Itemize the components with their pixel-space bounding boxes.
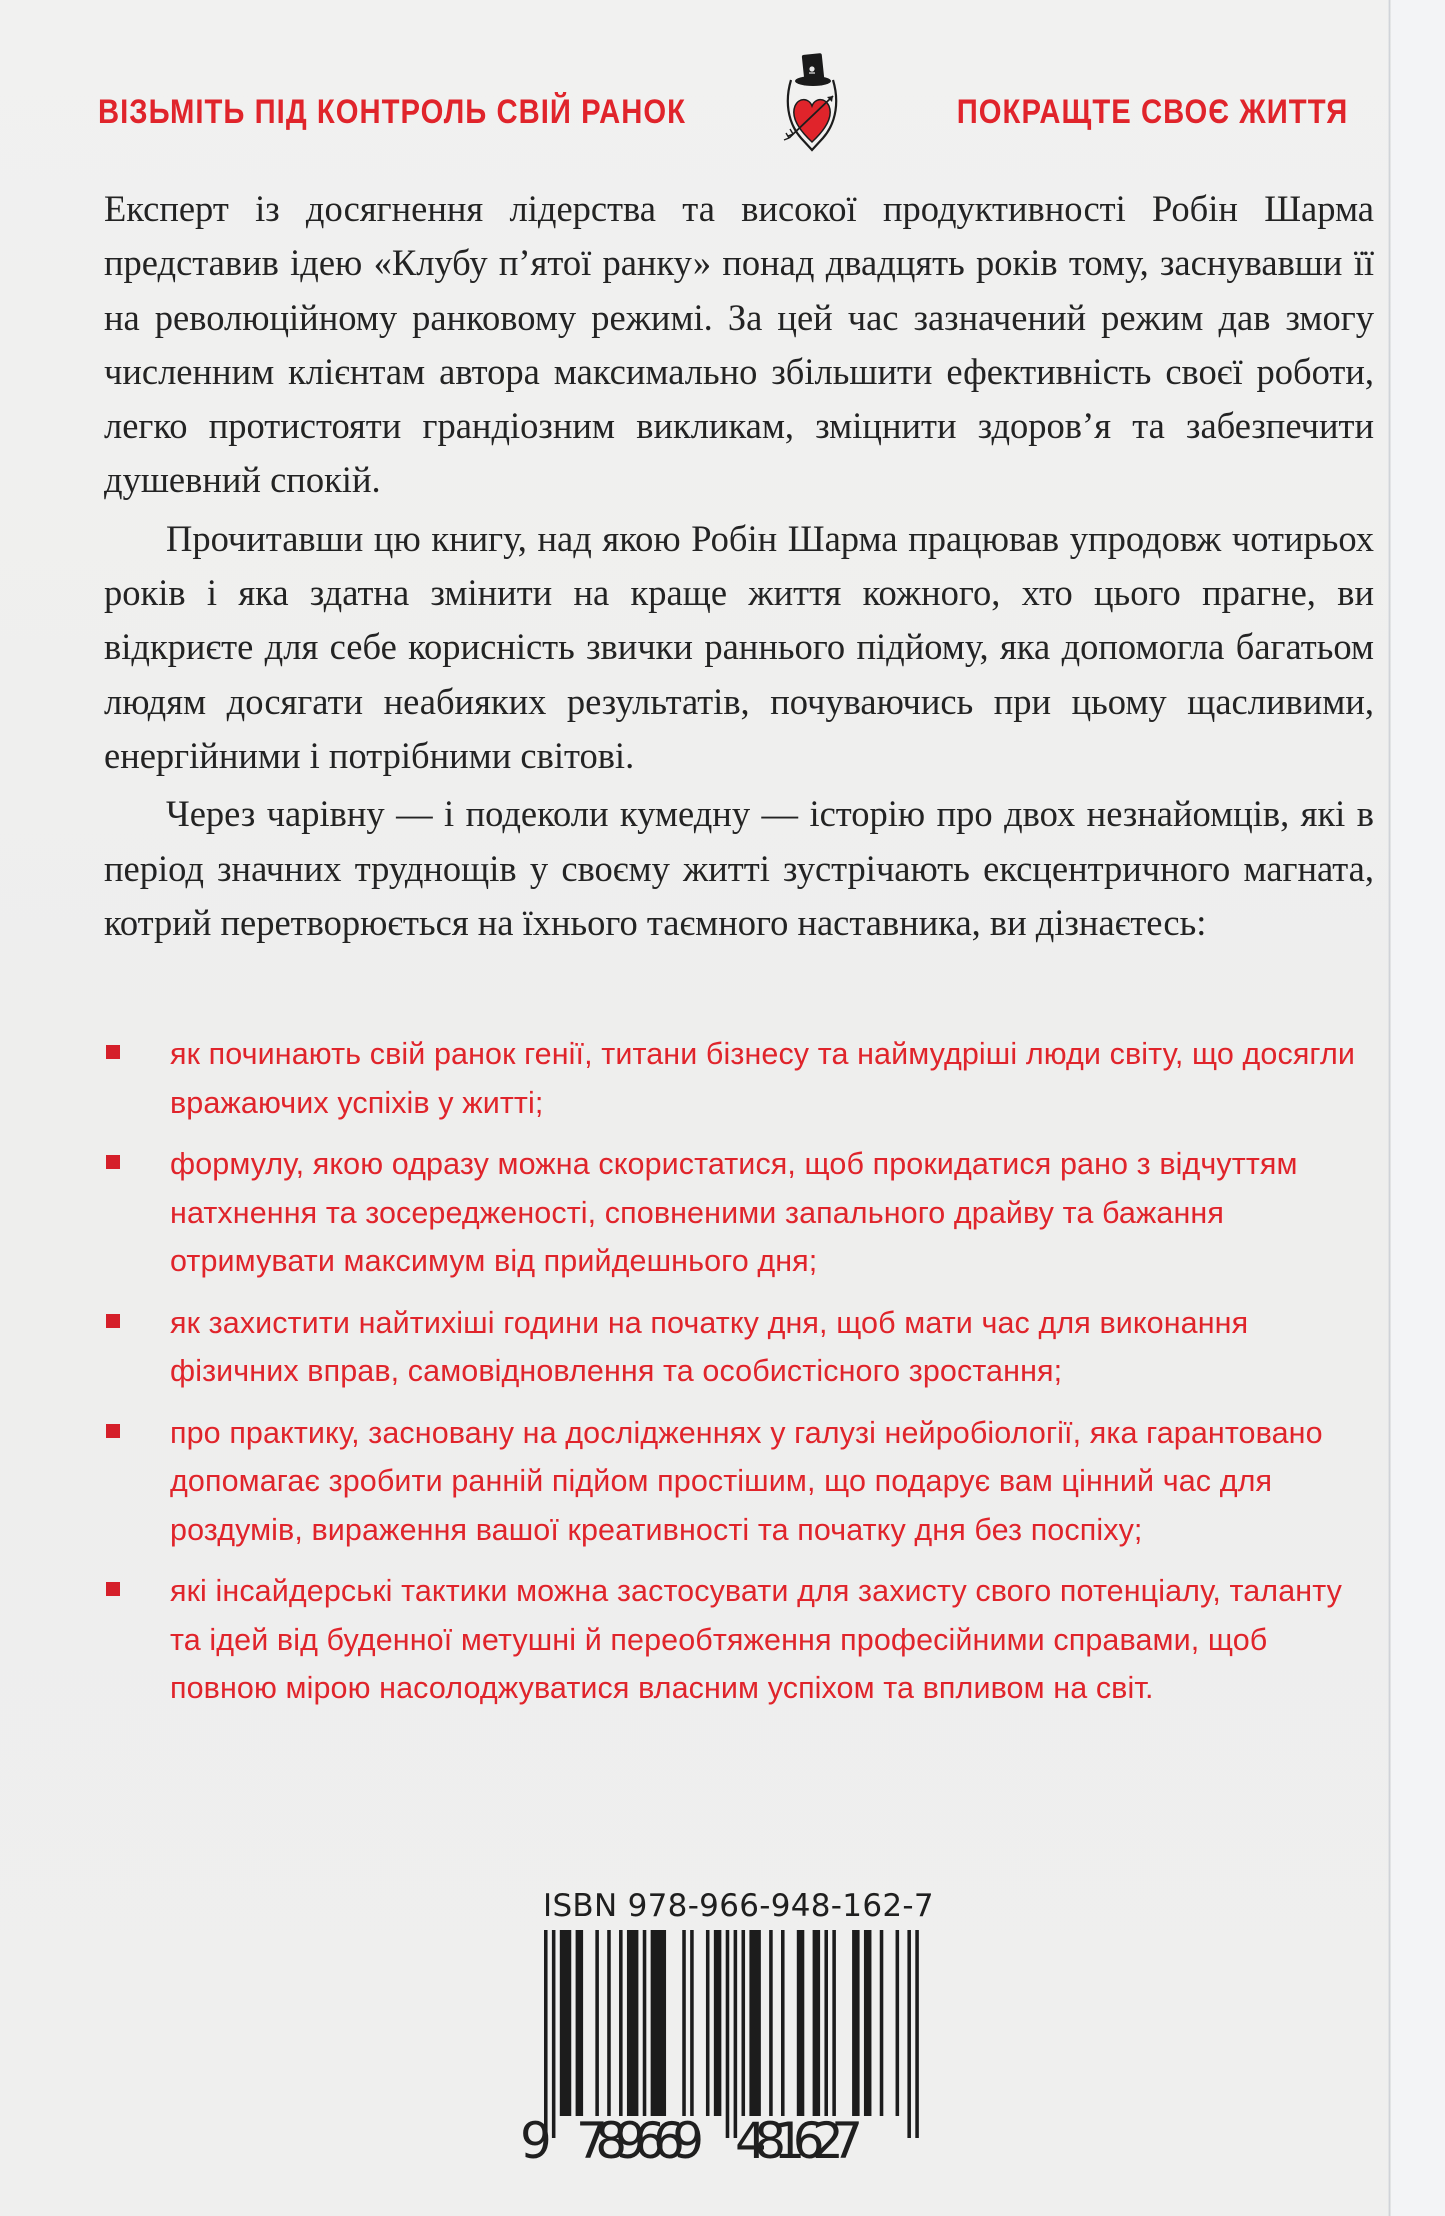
barcode-bar [595, 1930, 599, 2116]
barcode-bar [880, 1930, 884, 2116]
barcode-bar [824, 1930, 828, 2116]
cover-spine-strip [1391, 0, 1445, 2216]
barcode-left-digits: 789669 [576, 2112, 704, 2170]
barcode-bar [749, 1930, 760, 2116]
description-paragraph-1: Експерт із досягнення лідерства та високої продуктивності Робін Шарма представив ідею «Клубу п’ятої ранку» понад двадцять років тому, заснувавши її на революційному ранковому режимі. За цей час зазначений режим дав змогу численним клієнтам автора максимально збільшити ефективність своєї роботи, легко протистояти грандіозним викликам, зміцнити здоров’я та забезпечити душевний спокій. [104, 188, 1374, 501]
barcode-bar [560, 1930, 571, 2116]
barcode-guard-bar [734, 1930, 738, 2138]
benefits-list [104, 1030, 1359, 1726]
barcode-bar [769, 1930, 773, 2116]
barcode-bars [544, 1930, 919, 2138]
square-bullet-icon [106, 1155, 120, 1169]
barcode-bar [864, 1930, 872, 2116]
isbn-barcode [510, 1930, 930, 2170]
barcode-guard-bar [907, 1930, 911, 2138]
list-item-text: як починають свій ранок генії, титани бізнесу та наймудріші люди світу, що досягли вражаючих успіхів у житті; [170, 1037, 1356, 1120]
barcode-bar [690, 1930, 694, 2116]
barcode-bar [797, 1930, 805, 2116]
barcode-guard-bar [552, 1930, 556, 2138]
barcode-bar [706, 1930, 710, 2116]
barcode-bar [896, 1930, 900, 2116]
square-bullet-icon [106, 1582, 120, 1596]
list-item [104, 1409, 1359, 1555]
barcode-bar [852, 1930, 860, 2116]
list-item-text: які інсайдерські тактики можна застосувати для захисту свого потенціалу, таланту та ідей від буденної метушні й переобтяження професійними справами, щоб повною мірою насолоджуватися власним успіхом та впливом на світ. [170, 1574, 1342, 1705]
list-item [104, 1030, 1359, 1127]
barcode-bar [619, 1930, 623, 2116]
barcode-bar [781, 1930, 785, 2116]
list-item-text: формулу, якою одразу можна скористатися, щоб прокидатися рано з відчуттям натхнення та зосередженості, сповненими запального драйву та бажання отримувати максимум від прийдешнього дня; [170, 1147, 1298, 1278]
barcode-lead-digit: 9 [520, 2112, 552, 2170]
barcode-bar [714, 1930, 722, 2116]
cover-tagline [98, 72, 1348, 152]
list-item-text: про практику, засновану на дослідженнях у галузі нейробіології, яка гарантовано допомагає зробити ранній підйом простішим, що подарує вам цінний час для роздумів, вираження вашої креативності та початку дня без поспіху; [170, 1415, 1323, 1547]
barcode-bar [651, 1930, 666, 2116]
barcode-bar [742, 1930, 746, 2116]
list-item [104, 1140, 1359, 1286]
list-item-text: як захистити найтихіші години на початку дня, щоб мати час для виконання фізичних вправ, самовідновлення та особистісного зростання; [170, 1305, 1249, 1388]
description-paragraph-2: Прочитавши цю книгу, над якою Робін Шарма працював упродовж чотирьох років і яка здатна змінити на краще життя кожного, хто цього прагне, ви відкриєте для себе корисність звички раннього підйому, яка допомогла багатьом людям досягати неабияких результатів, почуваючись при цьому щасливими, енергійними і потрібними світові. [104, 517, 1374, 776]
barcode-bar [832, 1930, 836, 2116]
barcode-bar [576, 1930, 584, 2116]
description-paragraph-3: Через чарівну — і подеколи кумедну — історію про двох незнайомців, які в період значних труднощів у своєму житті зустрічають ексцентричного магната, котрий перетворюється на їхнього таємного наставника, ви дізнаєтесь: [104, 793, 1374, 943]
square-bullet-icon [106, 1045, 120, 1059]
barcode-guard-bar [726, 1930, 730, 2138]
barcode-bar [627, 1930, 638, 2116]
square-bullet-icon [106, 1424, 120, 1438]
isbn-label: ISBN 978-966-948-162-7 [543, 1888, 934, 1924]
list-item [104, 1567, 1359, 1713]
barcode-guard-bar [544, 1930, 548, 2138]
square-bullet-icon [106, 1314, 120, 1328]
tagline-left: ВІЗЬМІТЬ ПІД КОНТРОЛЬ СВІЙ РАНОК [98, 92, 687, 131]
barcode-guard-bar [915, 1930, 919, 2138]
barcode-right-digits: 481627 [735, 2112, 863, 2170]
barcode-bar [643, 1930, 647, 2116]
barcode-bar [682, 1930, 686, 2116]
tagline-right: ПОКРАЩТЕ СВОЄ ЖИТТЯ [956, 92, 1348, 131]
top-hat-heart-arrow-icon [783, 50, 841, 154]
barcode-bar [607, 1930, 611, 2116]
list-item [104, 1299, 1359, 1396]
book-description [104, 182, 1374, 954]
barcode-bar [813, 1930, 821, 2116]
